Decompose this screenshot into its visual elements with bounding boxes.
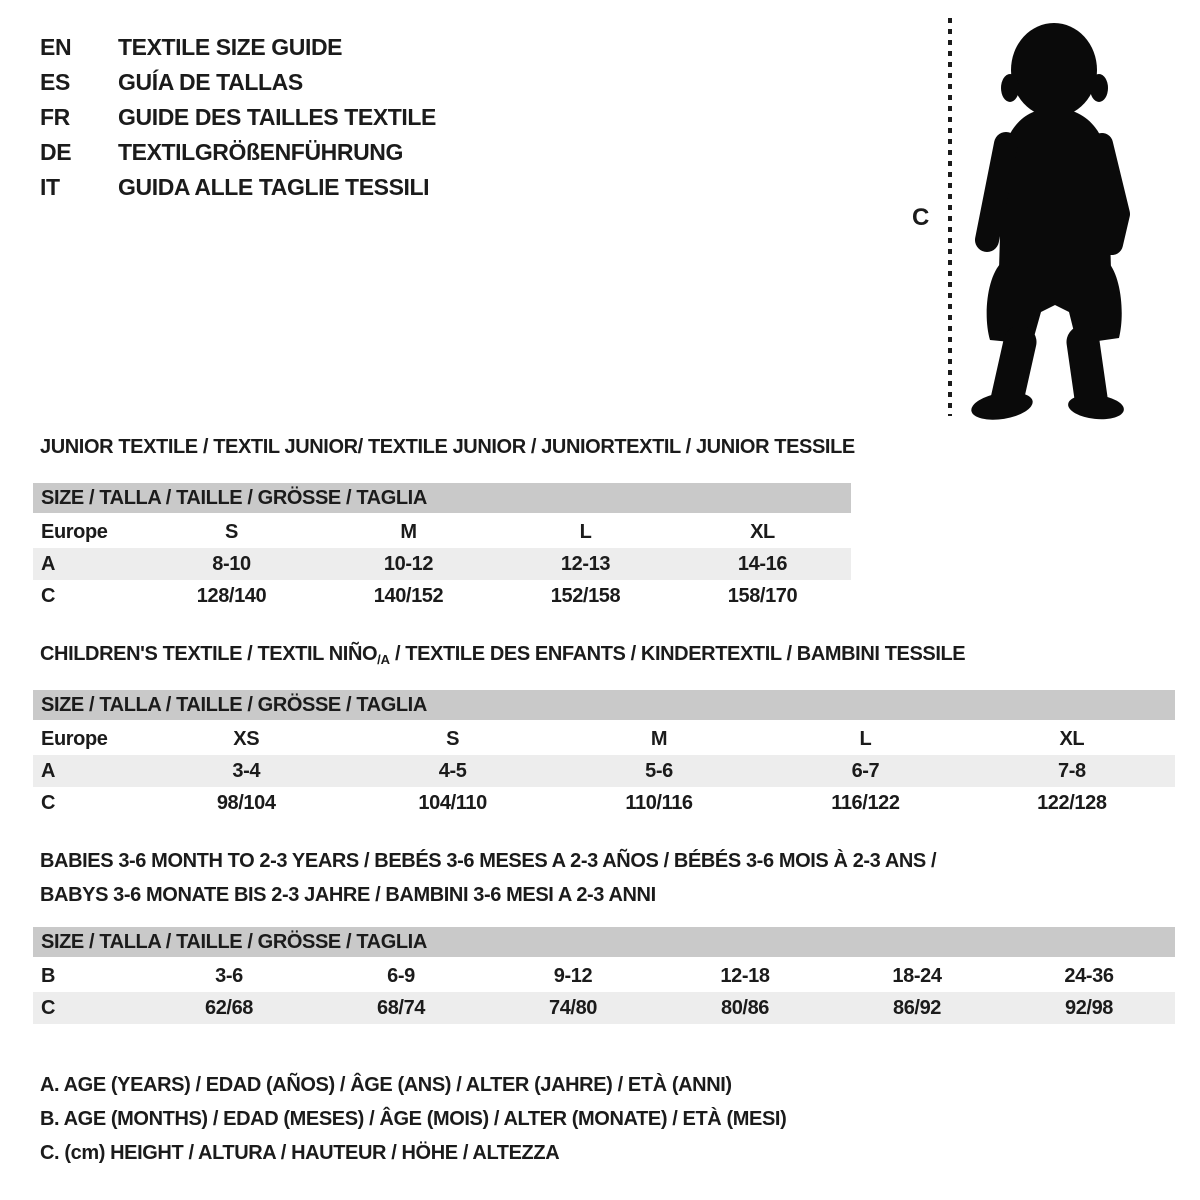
legend-line-a: A. AGE (YEARS) / EDAD (AÑOS) / ÂGE (ANS) / ALTER (JAHRE) / ETÀ (ANNI) [40,1074,732,1096]
babies-section-title-line2: BABYS 3-6 MONATE BIS 2-3 JAHRE / BAMBINI 3-6 MESI A 2-3 ANNI [40,884,656,906]
guide-title-es: GUÍA DE TALLAS [118,69,303,95]
height-cell: 110/116 [625,792,693,814]
age-months-cell: 9-12 [553,965,593,987]
age-cell: 3-4 [232,760,261,782]
age-cell: 6-7 [851,760,880,782]
age-cell: 8-10 [212,553,251,575]
height-c-label: C [912,204,929,231]
language-code: EN [40,34,72,60]
toddler-silhouette-icon [962,12,1142,422]
size-cell: XS [233,728,260,750]
children-title-subscript: /A [377,652,390,667]
babies-size-table [33,927,1175,1024]
age-months-cell: 3-6 [215,965,243,987]
age-months-cell: 24-36 [1064,965,1114,987]
height-cell: 122/128 [1037,792,1107,814]
legend [40,1068,786,1170]
row-label: A [41,553,56,575]
language-code: FR [40,104,70,130]
height-cell: 128/140 [196,585,267,607]
age-cell: 4-5 [438,760,467,782]
table-row-age [33,755,1175,787]
language-code: IT [40,174,60,200]
table-row-europe [33,516,851,548]
table-row-europe [33,723,1175,755]
row-label: C [41,792,56,814]
guide-title-fr: GUIDE DES TAILLES TEXTILE [118,104,436,130]
height-cell: 152/158 [550,585,621,607]
guide-title-it: GUIDA ALLE TAGLIE TESSILI [118,174,430,200]
children-size-table [33,690,1175,819]
guide-title-de: TEXTILGRÖßENFÜHRUNG [118,139,403,165]
row-label: C [41,585,56,607]
age-cell: 14-16 [737,553,788,575]
size-cell: XL [1059,728,1085,750]
table-row-height [33,787,1175,819]
language-list [40,30,436,205]
junior-size-table [33,483,851,612]
age-cell: 10-12 [383,553,434,575]
language-row-it [40,170,436,205]
guide-title-en: TEXTILE SIZE GUIDE [118,34,343,60]
height-cell: 98/104 [216,792,276,814]
height-cell: 116/122 [831,792,900,814]
junior-section-title: JUNIOR TEXTILE / TEXTIL JUNIOR/ TEXTILE JUNIOR / JUNIORTEXTIL / JUNIOR TESSILE [40,436,855,458]
height-cell: 80/86 [720,997,770,1019]
age-months-cell: 6-9 [387,965,415,987]
size-cell: M [650,728,668,750]
size-cell: S [446,728,460,750]
babies-section-title-line1: BABIES 3-6 MONTH TO 2-3 YEARS / BEBÉS 3-6 MESES A 2-3 AÑOS / BÉBÉS 3-6 MOIS À 2-3 ANS / [40,850,937,872]
age-cell: 5-6 [645,760,673,782]
height-cell: 68/74 [376,997,426,1019]
size-cell: S [225,521,238,543]
children-title-suffix: / TEXTILE DES ENFANTS / KINDERTEXTIL / BAMBINI TESSILE [389,643,966,665]
height-cell: 158/170 [727,585,798,607]
table-row-age [33,548,851,580]
height-cell: 74/80 [548,997,598,1019]
height-cell: 140/152 [373,585,444,607]
row-label: B [41,965,56,987]
children-section-title [40,643,965,666]
height-cell: 92/98 [1064,997,1114,1019]
table-row-height [33,992,1175,1024]
language-row-de [40,135,436,170]
row-label: C [41,997,56,1019]
height-cell: 104/110 [418,792,487,814]
size-cell: XL [750,521,775,543]
height-measure-figure [890,0,1200,430]
row-label: Europe [41,521,108,543]
babies-size-header: SIZE / TALLA / TAILLE / GRÖSSE / TAGLIA [33,927,1175,957]
language-code: DE [40,139,72,165]
table-row-height [33,580,851,612]
row-label: Europe [41,728,108,750]
height-cell: 62/68 [204,997,254,1019]
age-months-cell: 18-24 [892,965,942,987]
language-row-es [40,65,436,100]
height-cell: 86/92 [892,997,942,1019]
age-cell: 12-13 [560,553,611,575]
junior-size-header: SIZE / TALLA / TAILLE / GRÖSSE / TAGLIA [33,483,851,513]
legend-line-b: B. AGE (MONTHS) / EDAD (MESES) / ÂGE (MOIS) / ALTER (MONATE) / ETÀ (MESI) [40,1108,787,1130]
age-months-cell: 12-18 [720,965,770,987]
children-size-header: SIZE / TALLA / TAILLE / GRÖSSE / TAGLIA [33,690,1175,720]
language-code: ES [40,69,70,95]
size-cell: M [400,521,417,543]
row-label: A [41,760,56,782]
legend-line-c: C. (cm) HEIGHT / ALTURA / HAUTEUR / HÖHE / ALTEZZA [40,1142,560,1164]
age-cell: 7-8 [1057,760,1086,782]
size-cell: L [579,521,592,543]
height-dashed-line [948,18,952,416]
language-row-en [40,30,436,65]
children-title-prefix: CHILDREN'S TEXTILE / TEXTIL NIÑO [40,643,378,665]
table-row-age-months [33,960,1175,992]
language-row-fr [40,100,436,135]
size-cell: L [859,728,872,750]
